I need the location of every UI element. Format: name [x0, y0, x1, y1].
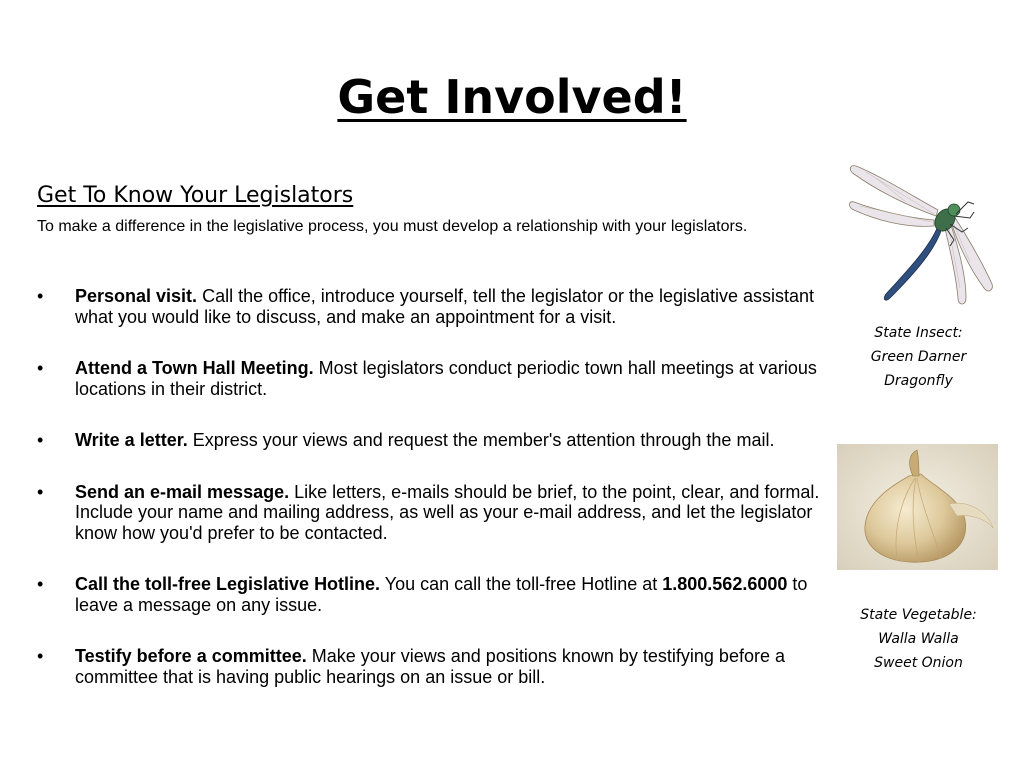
- item-text-after: to leave a message on any issue.: [75, 574, 808, 615]
- item-lead: Personal visit.: [75, 286, 198, 306]
- caption-line: Walla Walla: [878, 631, 959, 647]
- item-text: Express your views and request the member's attention through the mail.: [187, 430, 775, 450]
- page-title: Get Involved!: [337, 70, 687, 124]
- action-list: [37, 286, 827, 687]
- caption-line: State Insect:: [874, 325, 963, 341]
- item-lead: Testify before a committee.: [75, 646, 307, 666]
- bullet-marker: •: [37, 646, 44, 666]
- bullet-marker: •: [37, 574, 44, 594]
- onion-illustration: [837, 444, 998, 570]
- item-lead: Write a letter.: [75, 430, 188, 450]
- intro-text: To make a difference in the legislative process, you must develop a relationship with your legislators.: [37, 218, 748, 235]
- item-text: You can call the toll-free Hotline at: [380, 574, 663, 594]
- list-item: [37, 430, 827, 451]
- section-heading: Get To Know Your Legislators: [37, 183, 354, 208]
- item-text: Most legislators conduct periodic town hall meetings at various locations in their district.: [75, 358, 817, 399]
- list-item: [37, 286, 827, 327]
- list-item: [37, 358, 827, 399]
- caption-line: State Vegetable:: [860, 607, 977, 623]
- caption-line: Sweet Onion: [874, 655, 963, 671]
- item-lead: Send an e-mail message.: [75, 481, 290, 502]
- caption-line: Dragonfly: [884, 373, 953, 389]
- caption-line: Green Darner: [870, 349, 967, 365]
- bullet-marker: •: [37, 481, 44, 502]
- bullet-marker: •: [37, 286, 44, 306]
- dragonfly-image: [846, 158, 1001, 310]
- item-lead: Attend a Town Hall Meeting.: [75, 358, 314, 378]
- item-lead: Call the toll-free Legislative Hotline.: [75, 574, 381, 594]
- dragonfly-tail: [884, 226, 942, 300]
- hotline-number: 1.800.562.6000: [662, 574, 788, 594]
- list-item: [37, 574, 827, 615]
- onion-image: [837, 444, 998, 570]
- list-item: [37, 482, 827, 544]
- list-item: [37, 646, 827, 687]
- bullet-marker: •: [37, 430, 44, 450]
- dragonfly-illustration: [846, 158, 1001, 310]
- item-text: Like letters, e-mails should be brief, to the point, clear, and formal. Include your name and mailing address, as well as your e-mail address, and let the legislator know how you'd prefer to be contacted.: [75, 481, 820, 543]
- dragonfly-head: [948, 204, 960, 216]
- item-text: Make your views and positions known by testifying before a committee that is having public hearings on an issue or bill.: [75, 646, 785, 687]
- bullet-marker: •: [37, 358, 44, 378]
- vegetable-caption: [836, 603, 1001, 675]
- insect-caption: [836, 321, 1001, 393]
- item-text: Call the office, introduce yourself, tell the legislator or the legislative assistant what you would like to discuss, and make an appointment for a visit.: [75, 286, 815, 327]
